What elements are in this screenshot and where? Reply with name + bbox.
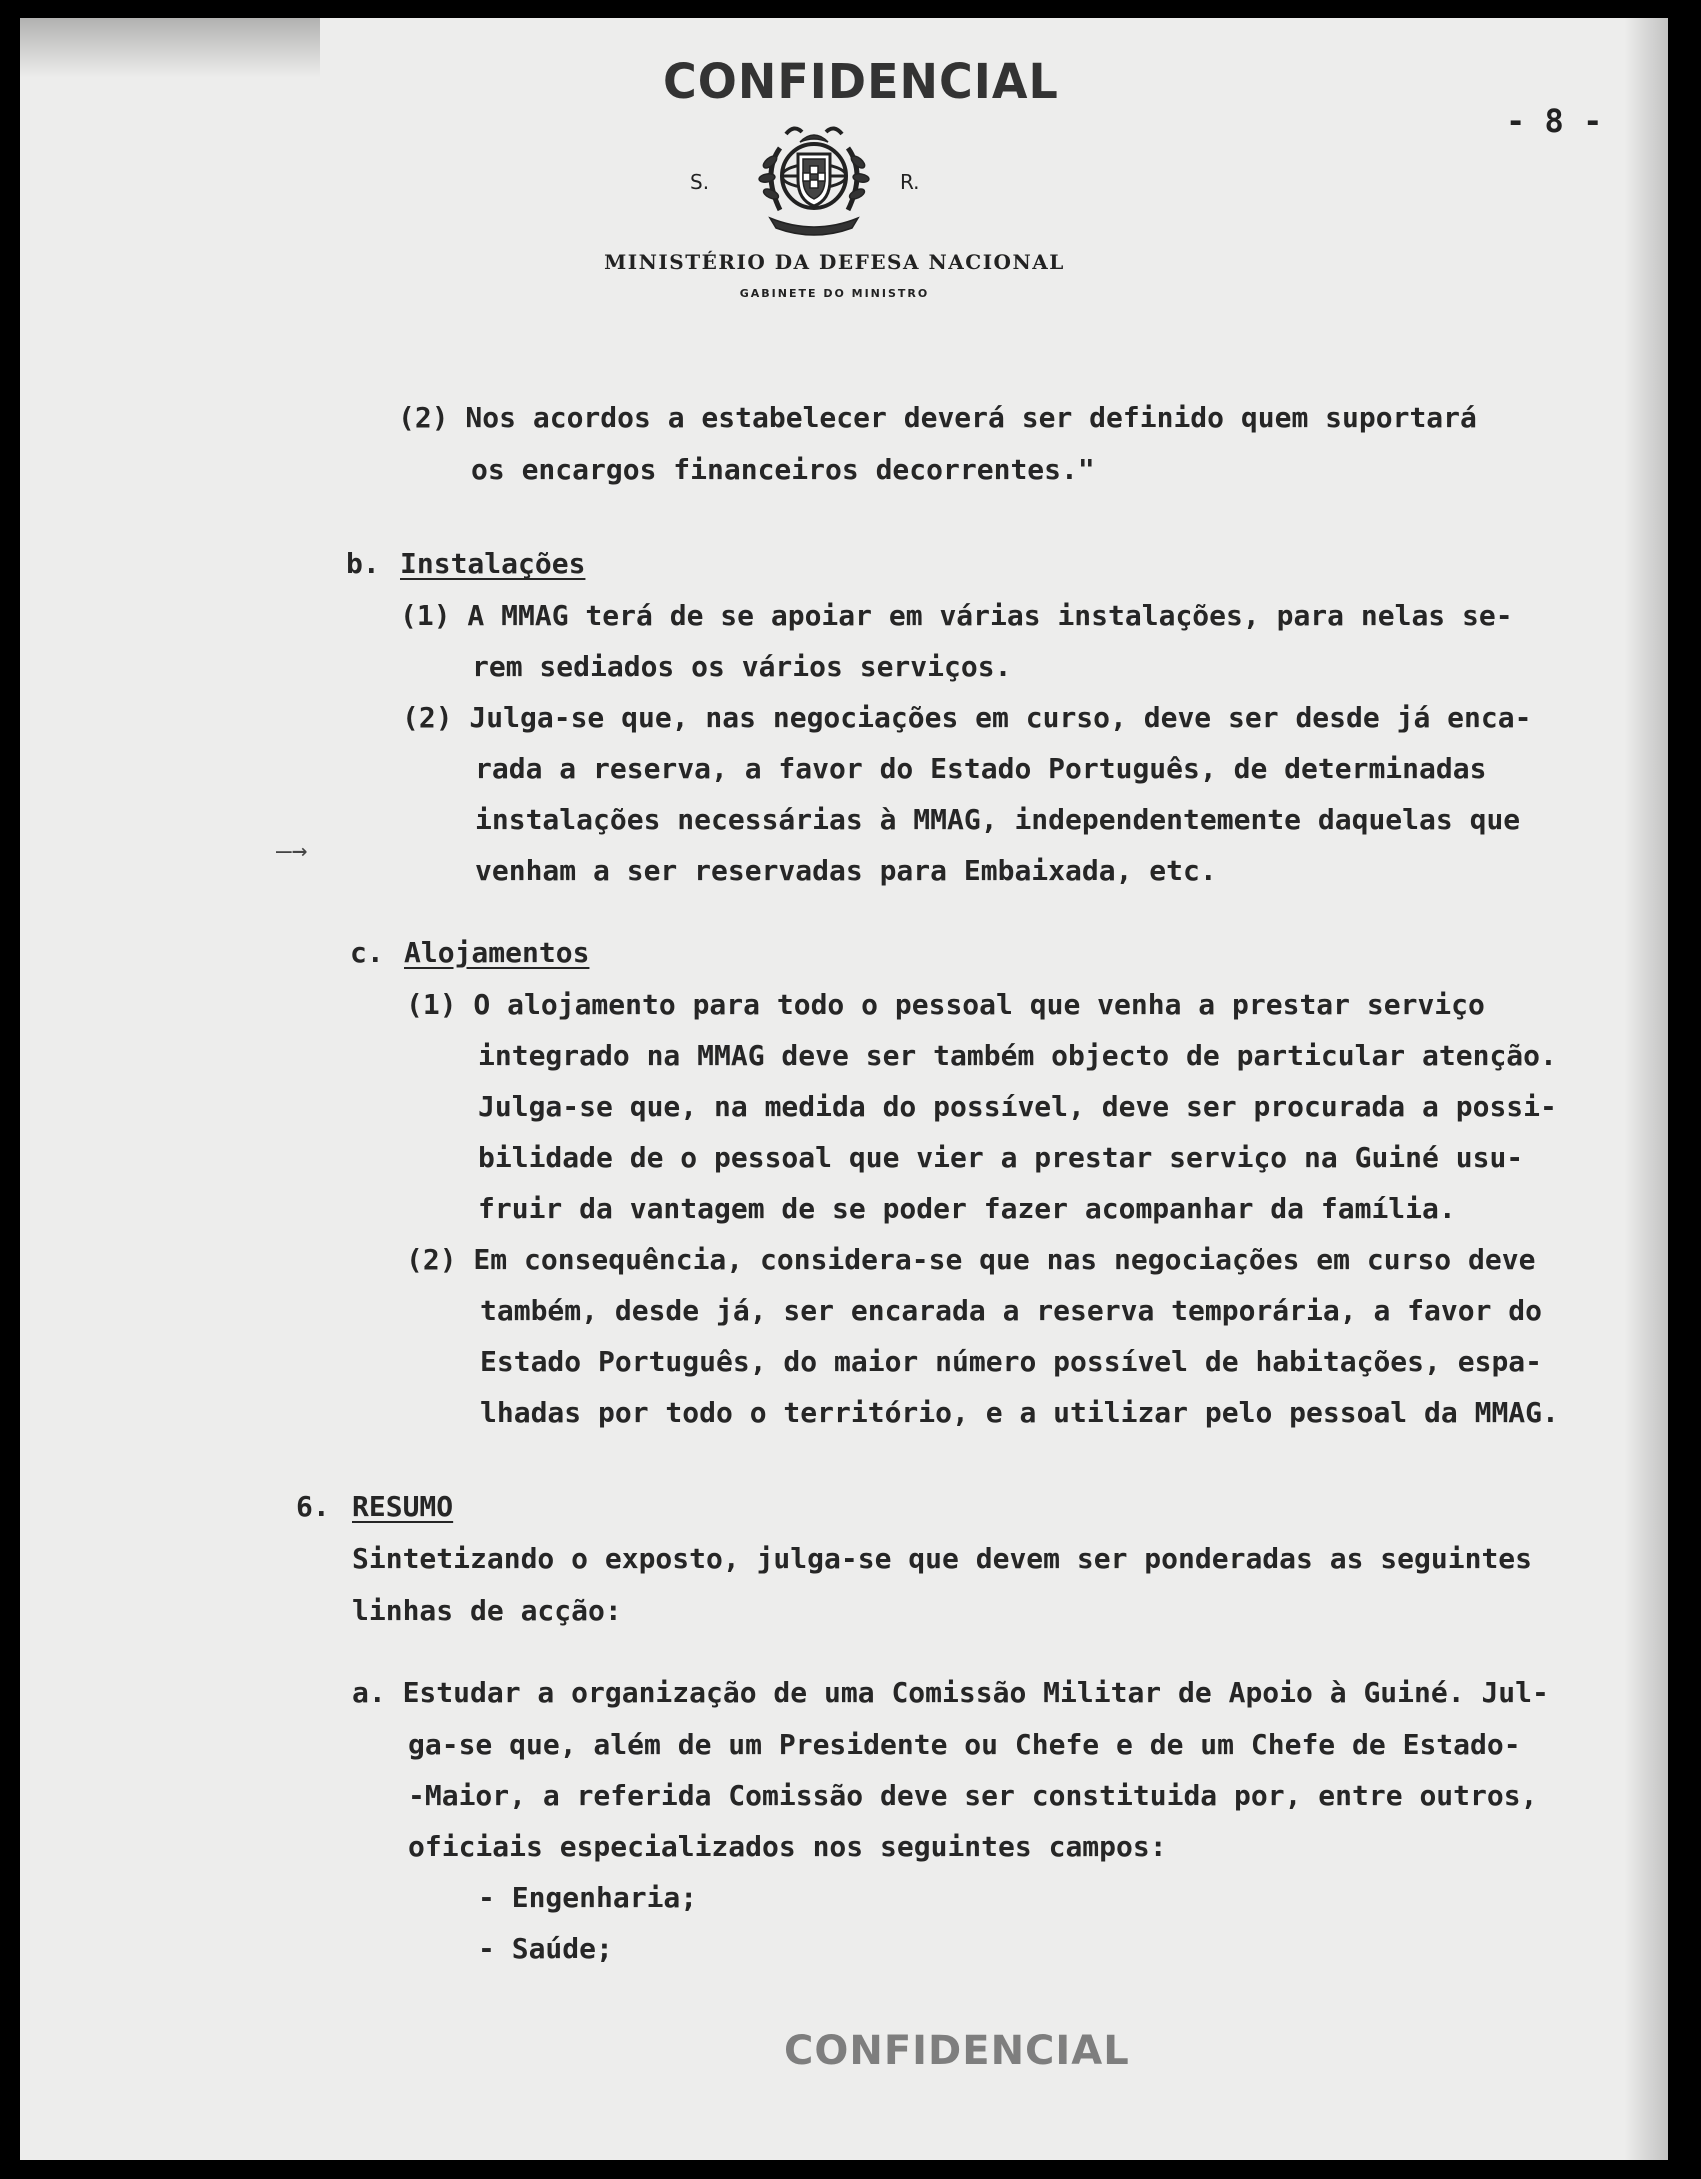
cabinet-name: GABINETE DO MINISTRO — [739, 287, 930, 300]
text-line: também, desde já, ser encarada a reserva temporária, a favor do — [480, 1294, 1543, 1327]
seal-label-right: R. — [900, 170, 920, 194]
text-line: (2) Em consequência, considera-se que nas negociações em curso deve — [406, 1243, 1536, 1276]
section-6-number: 6. — [296, 1490, 330, 1523]
text-line: (2) Nos acordos a estabelecer deverá ser definido quem suportará — [398, 401, 1477, 434]
text-line: instalações necessárias à MMAG, independentemente daquelas que — [475, 803, 1521, 836]
ministry-name: MINISTÉRIO DA DEFESA NACIONAL — [604, 250, 1065, 274]
text-line: rada a reserva, a favor do Estado Português, de determinadas — [475, 752, 1487, 785]
text-line: Julga-se que, na medida do possível, deve ser procurada a possi- — [478, 1090, 1557, 1123]
coat-of-arms-icon — [740, 118, 888, 238]
document-page — [20, 18, 1668, 2160]
text-line: (1) A MMAG terá de se apoiar em várias instalações, para nelas se- — [400, 599, 1513, 632]
text-line: bilidade de o pessoal que vier a prestar serviço na Guiné usu- — [478, 1141, 1524, 1174]
section-b-letter: b. — [346, 547, 380, 580]
scan-shadow — [1624, 18, 1668, 2160]
text-line: Estado Português, do maior número possível de habitações, espa- — [480, 1345, 1543, 1378]
text-line: ga-se que, além de um Presidente ou Chefe e de um Chefe de Estado- — [408, 1728, 1521, 1761]
text-line: lhadas por todo o território, e a utilizar pelo pessoal da MMAG. — [480, 1396, 1559, 1429]
confidential-stamp-top: CONFIDENCIAL — [663, 52, 1059, 110]
text-line: rem sediados os vários serviços. — [472, 650, 1012, 683]
seal-label-left: S. — [690, 170, 710, 194]
confidential-stamp-bottom: CONFIDENCIAL — [784, 2028, 1130, 2074]
text-line: (1) O alojamento para todo o pessoal que venha a prestar serviço — [406, 988, 1485, 1021]
list-item: - Saúde; — [478, 1932, 613, 1965]
text-line: -Maior, a referida Comissão deve ser constituida por, entre outros, — [408, 1779, 1538, 1812]
text-line: fruir da vantagem de se poder fazer acompanhar da família. — [478, 1192, 1456, 1225]
text-line: oficiais especializados nos seguintes campos: — [408, 1830, 1167, 1863]
margin-arrow-icon: —→ — [276, 836, 308, 866]
text-line: integrado na MMAG deve ser também objecto de particular atenção. — [478, 1039, 1557, 1072]
text-line: linhas de acção: — [352, 1594, 622, 1627]
text-line: (2) Julga-se que, nas negociações em curso, deve ser desde já enca- — [402, 701, 1532, 734]
scan-shadow-top — [20, 18, 320, 78]
text-line: venham a ser reservadas para Embaixada, etc. — [475, 854, 1217, 887]
section-c-letter: c. — [350, 936, 384, 969]
text-line: os encargos financeiros decorrentes." — [471, 453, 1095, 486]
section-b-heading: Instalações — [400, 547, 586, 580]
section-6-heading: RESUMO — [352, 1490, 454, 1523]
text-line: a. Estudar a organização de uma Comissão Militar de Apoio à Guiné. Jul- — [352, 1676, 1549, 1709]
section-c-heading: Alojamentos — [404, 936, 590, 969]
list-item: - Engenharia; — [478, 1881, 698, 1914]
text-line: Sintetizando o exposto, julga-se que devem ser ponderadas as seguintes — [352, 1542, 1533, 1575]
page-number: - 8 - — [1506, 102, 1603, 140]
